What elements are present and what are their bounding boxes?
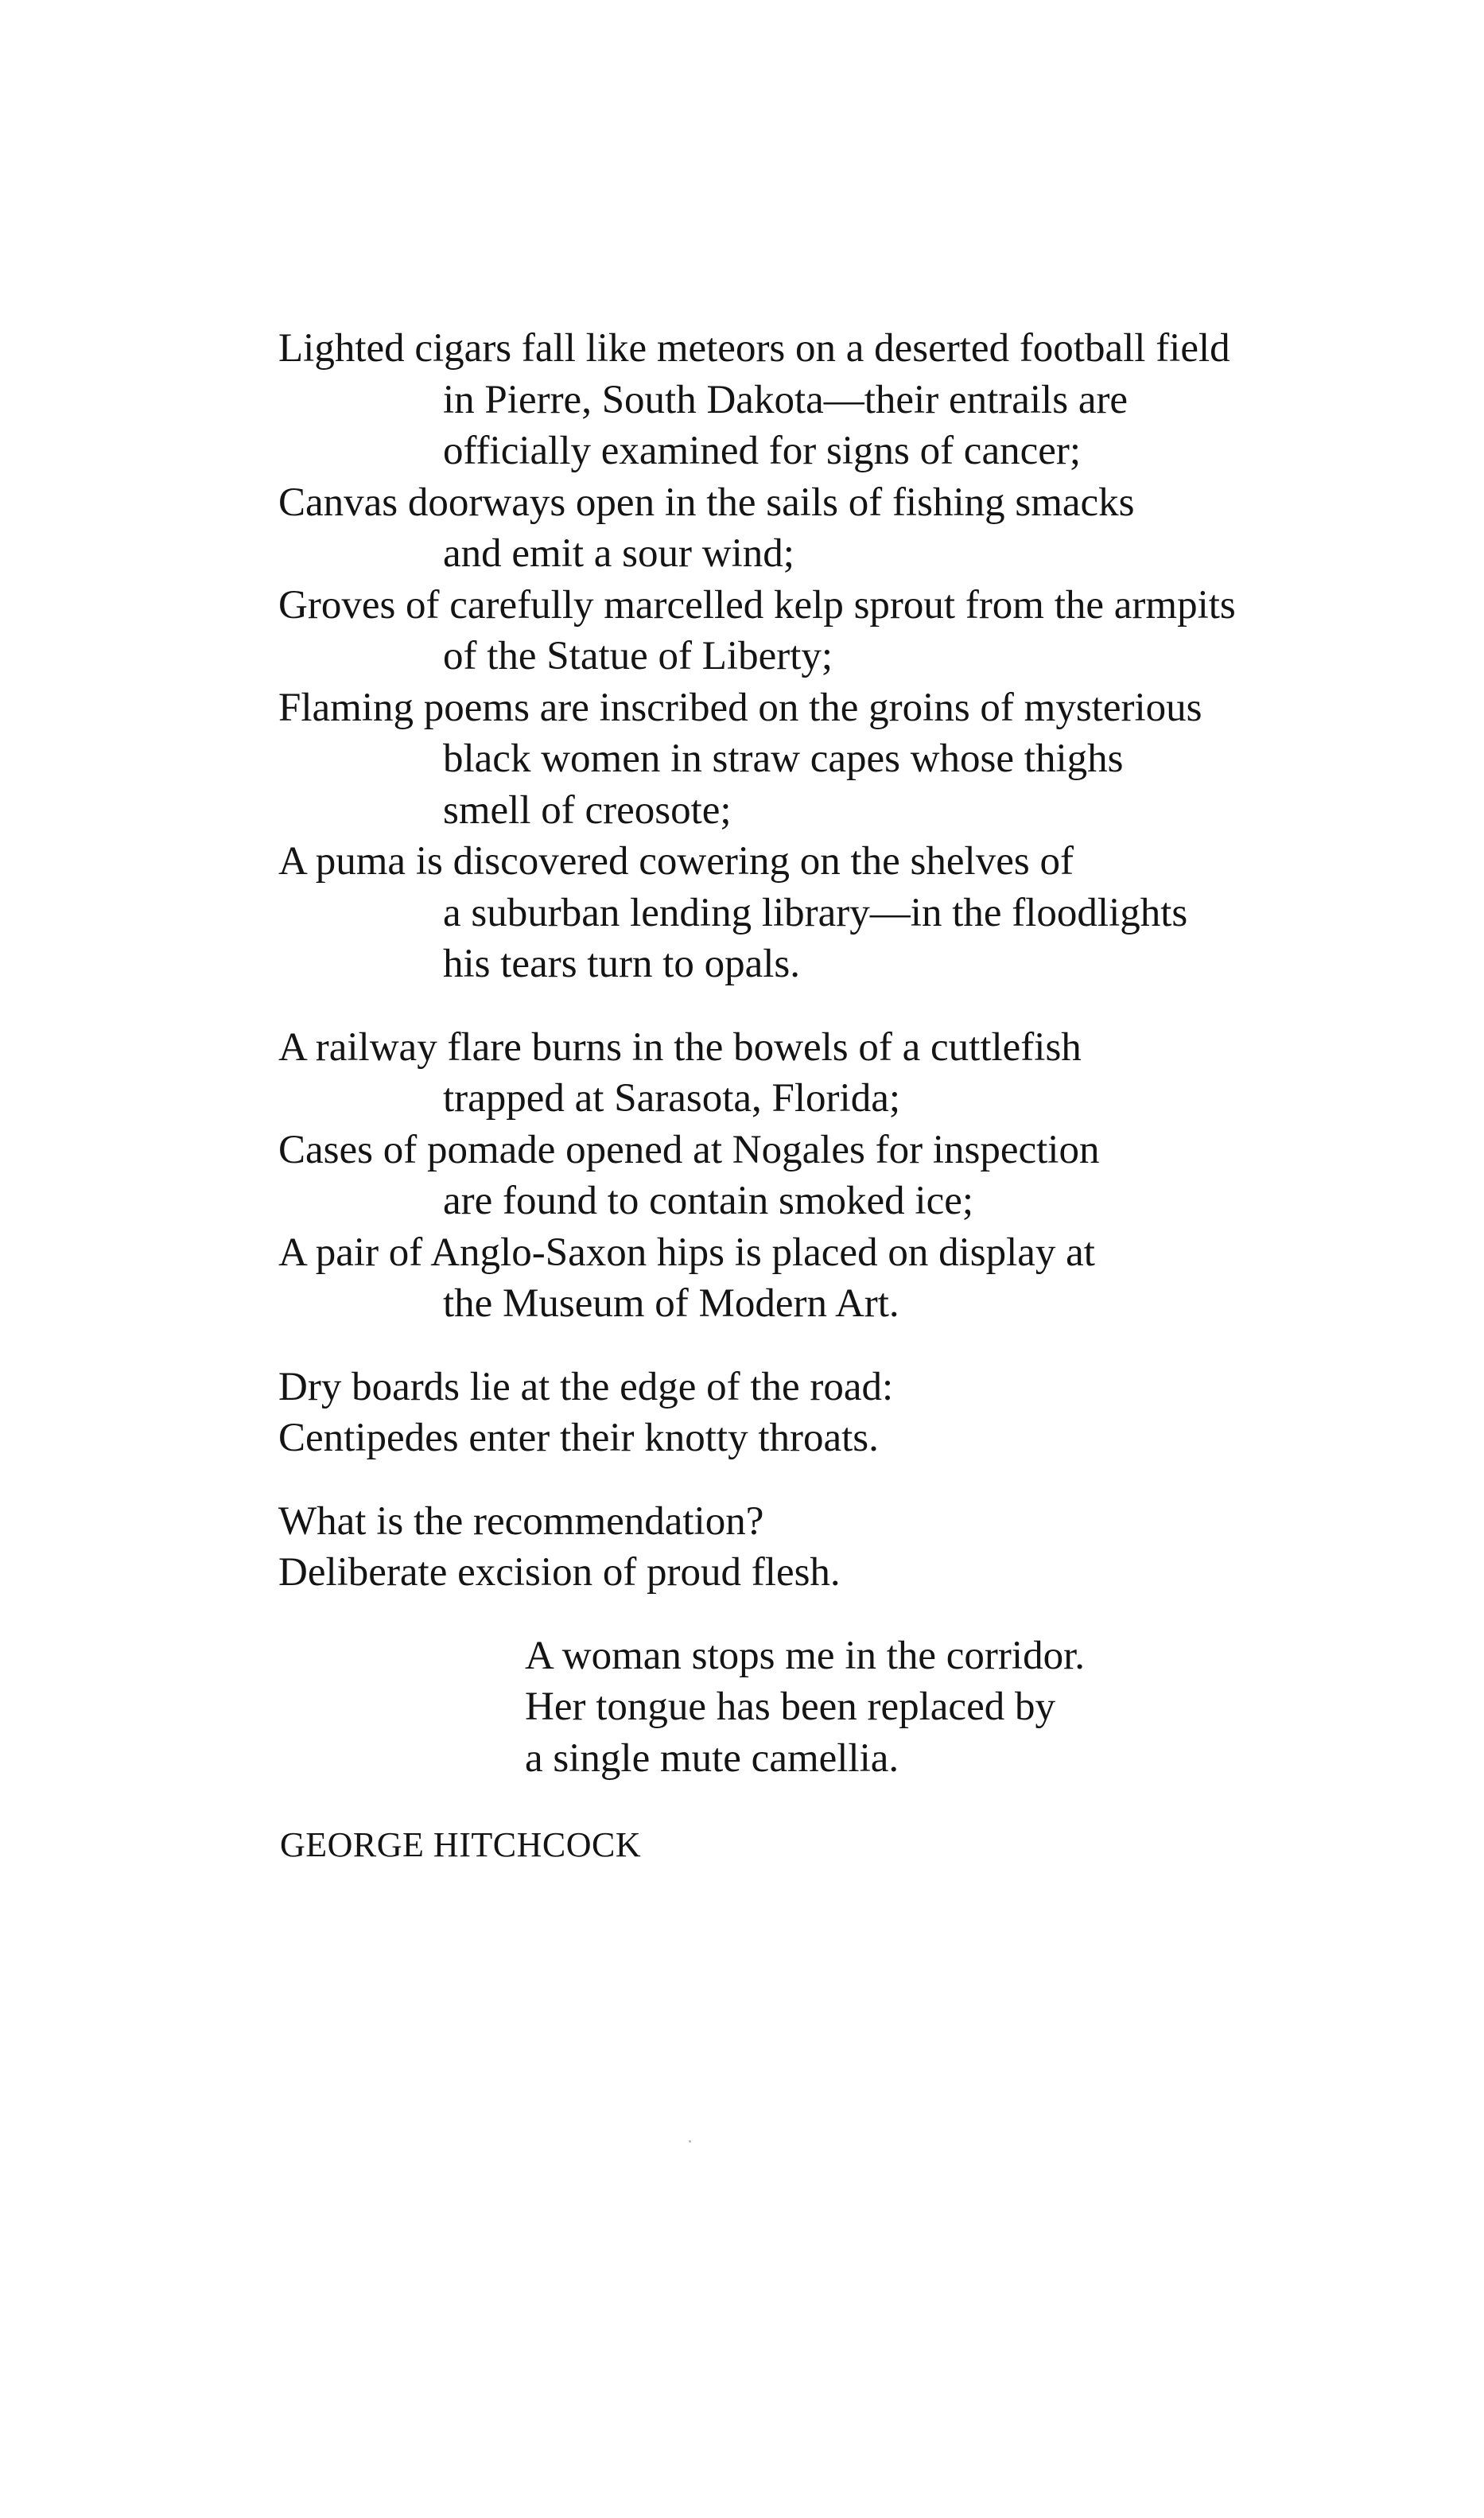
- stanza: [278, 1022, 1312, 1330]
- poem-line: Groves of carefully marcelled kelp sprout from the armpits: [278, 582, 1236, 628]
- poem-line: Lighted cigars fall like meteors on a deserted football field: [278, 326, 1230, 371]
- poem-line: Deliberate excision of proud flesh.: [278, 1550, 841, 1595]
- poem-line: of the Statue of Liberty;: [443, 634, 833, 678]
- stanza: [278, 323, 1312, 990]
- poem-line: Cases of pomade opened at Nogales for inspection: [278, 1127, 1100, 1172]
- poem-line: smell of creosote;: [443, 787, 732, 833]
- poem-line: in Pierre, South Dakota—their entrails are: [443, 377, 1129, 422]
- poem-line: Centipedes enter their knotty throats.: [278, 1416, 879, 1460]
- poem-line: A woman stops me in the corridor.: [525, 1633, 1085, 1678]
- poem-line: Her tongue has been replaced by: [525, 1684, 1055, 1729]
- poem-line: his tears turn to opals.: [443, 942, 801, 986]
- poem-body: [278, 323, 1312, 1784]
- poem-line: A pair of Anglo-Saxon hips is placed on display at: [278, 1230, 1095, 1275]
- poem-line: Flaming poems are inscribed on the groins of mysterious: [278, 685, 1202, 730]
- poem-line: What is the recommendation?: [278, 1498, 764, 1544]
- stanza: [278, 1496, 1312, 1599]
- poem-line: A puma is discovered cowering on the shelves of: [278, 839, 1074, 884]
- poem-line: and emit a sour wind;: [443, 531, 794, 576]
- poem-line: black women in straw capes whose thighs: [443, 736, 1124, 781]
- poem-line: trapped at Sarasota, Florida;: [443, 1076, 900, 1121]
- poem-line: a single mute camellia.: [525, 1735, 899, 1781]
- poem-line: Dry boards lie at the edge of the road:: [278, 1364, 894, 1409]
- poem-line: officially examined for signs of cancer;: [443, 429, 1082, 473]
- stanza: [278, 1630, 1312, 1785]
- poem-line: are found to contain smoked ice;: [443, 1179, 974, 1223]
- poem-line: A railway flare burns in the bowels of a cuttlefish: [278, 1024, 1082, 1070]
- poem-line: the Museum of Modern Art.: [443, 1281, 899, 1326]
- print-speck: [689, 2140, 691, 2143]
- author-name: GEORGE HITCHCOCK: [280, 1825, 642, 1864]
- stanza: [278, 1362, 1312, 1464]
- poem-line: Canvas doorways open in the sails of fishing smacks: [278, 480, 1135, 525]
- poem-line: a suburban lending library—in the floodlights: [443, 890, 1188, 935]
